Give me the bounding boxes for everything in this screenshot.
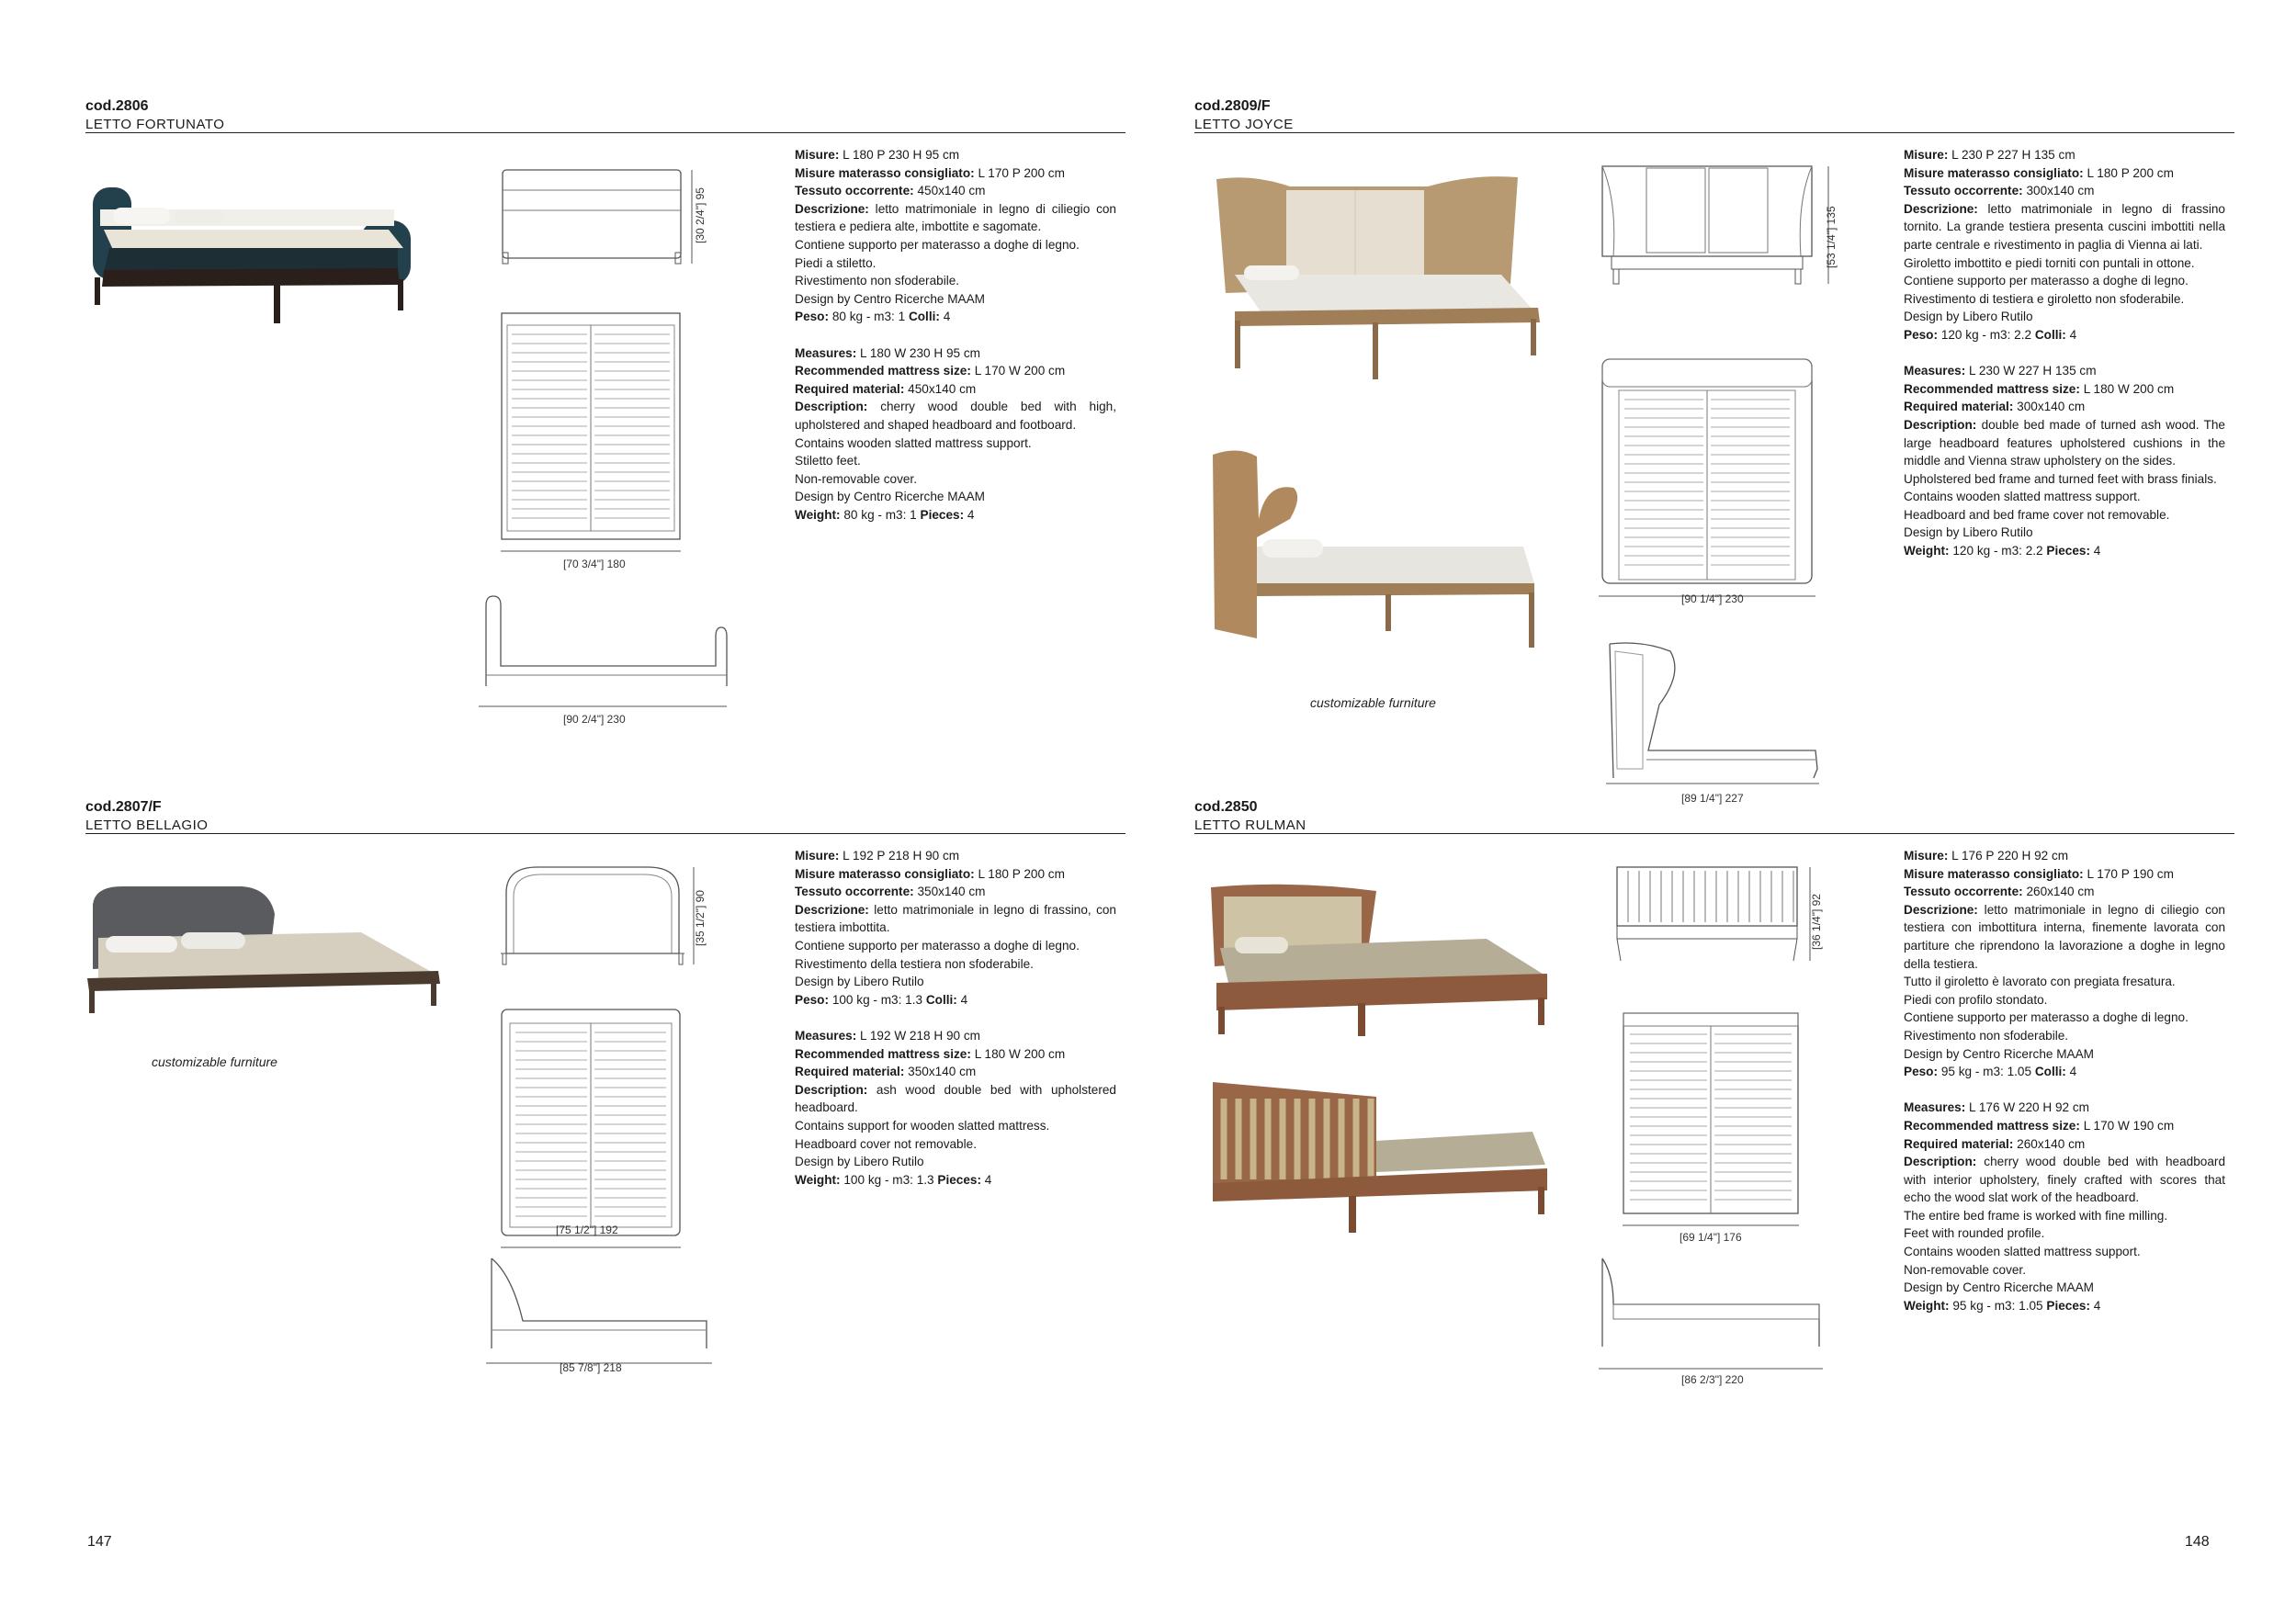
bed-photo-rulman-side (1211, 1077, 1551, 1233)
dimension-depth: [89 1/4"] 227 (1681, 792, 1744, 805)
side-elevation-drawing (486, 1257, 716, 1367)
dimension-width: [75 1/2"] 192 (556, 1224, 618, 1236)
front-elevation-drawing (1615, 865, 1827, 966)
product-code: cod.2806 (85, 98, 149, 114)
product-name: LETTO RULMAN (1194, 818, 1306, 833)
page-number-left: 147 (87, 1534, 112, 1550)
spec-text: Misure: L 230 P 227 H 135 cm Misure materasso consigliato: L 180 P 200 cm Tessuto occorrente: 300x140 cm Descrizione: letto matrimoniale in legno di frassino tornito. La grande testiera presenta cuscini imbottiti nella parte centrale e rivestimento in paglia di Vienna ai lati. Giroletto imbottito e piedi torniti con puntali in ottone. Contiene supporto per materasso a doghe di legno. Rivestimento di testiera e giroletto non sfoderabile. Design by Libero Rutilo Peso: 120 kg - m3: 2.2 Colli: 4 Measures: L 230 W 227 H 135 cm Recommended mattress size: L 180 W 200 cm Required material: 300x140 cm Description: double bed made of turned ash wood. The large headboard features upholstered cushions in the middle and Vienna straw upholstery on the sides. Upholstered bed frame and turned feet with brass finials. Contains wooden slatted mattress support. Headboard and bed frame cover not removable. Design by Libero Rutilo Weight: 120 kg - m3: 2.2 Pieces: 4 (1904, 148, 2225, 558)
side-elevation-drawing (1599, 1257, 1828, 1376)
spec-text: Misure: L 192 P 218 H 90 cm Misure materasso consigliato: L 180 P 200 cm Tessuto occorrente: 350x140 cm Descrizione: letto matrimoniale in legno di frassino, con testiera imbottita. Contiene supporto per materasso a doghe di legno. Rivestimento della testiera non sfoderabile. Design by Libero Rutilo Peso: 100 kg - m3: 1.3 Colli: 4 Measures: L 192 W 218 H 90 cm Recommended mattress size: L 180 W 200 cm Required material: 350x140 cm Description: ash wood double bed with upholstered headboard. Contains support for wooden slatted mattress. Headboard cover not removable. Design by Libero Rutilo Weight: 100 kg - m3: 1.3 Pieces: 4 (795, 849, 1116, 1187)
dimension-height: [30 2/4"] 95 (694, 187, 707, 243)
section-rule (85, 132, 1125, 133)
front-elevation-drawing (1599, 164, 1819, 289)
product-name: LETTO BELLAGIO (85, 818, 209, 833)
product-name: LETTO JOYCE (1194, 117, 1294, 132)
dimension-height: [35 1/2"] 90 (694, 890, 707, 946)
product-code: cod.2809/F (1194, 98, 1271, 114)
dimension-depth: [85 7/8"] 218 (560, 1361, 622, 1374)
page-number-right: 148 (2185, 1534, 2210, 1550)
side-elevation-drawing (1606, 640, 1827, 787)
spec-text: Misure: L 176 P 220 H 92 cm Misure materasso consigliato: L 170 P 190 cm Tessuto occorrente: 260x140 cm Descrizione: letto matrimoniale in legno di ciliegio con testiera con imbottitura interna, finemente lavorata con partiture che riprendono la lavorazione a doghe in legno della testiera. Tutto il giroletto è lavorato con pregiata fresatura. Piedi con profilo stondato. Contiene supporto per materasso a doghe di legno. Rivestimento non sfoderabile. Design by Centro Ricerche MAAM Peso: 95 kg - m3: 1.05 Colli: 4 Measures: L 176 W 220 H 92 cm Recommended mattress size: L 170 W 190 cm Required material: 260x140 cm Description: cherry wood double bed with headboard with interior upholstery, finely crafted with scores that echo the wood slat work of the headboard. The entire bed frame is worked with fine milling. Feet with rounded profile. Contains wooden slatted mattress support. Non-removable cover. Design by Centro Ricerche MAAM Weight: 95 kg - m3: 1.05 Pieces: 4 (1904, 849, 2225, 1313)
plan-view-drawing (501, 312, 684, 551)
dimension-height: [53 1/4"] 135 (1825, 206, 1838, 268)
bed-photo-bellagio (85, 886, 444, 1015)
bed-photo-rulman-front (1211, 884, 1551, 1040)
product-code: cod.2807/F (85, 799, 162, 815)
section-rule (85, 833, 1125, 834)
section-rule (1194, 833, 2234, 834)
product-code: cod.2850 (1194, 799, 1258, 815)
plan-view-drawing (1623, 1012, 1806, 1251)
plan-view-drawing (1599, 357, 1819, 596)
dimension-depth: [90 2/4"] 230 (563, 713, 626, 726)
bed-photo-joyce-front (1198, 174, 1547, 385)
dimension-width: [70 3/4"] 180 (563, 558, 626, 570)
dimension-width: [90 1/4"] 230 (1681, 592, 1744, 605)
bed-photo-joyce-side (1202, 445, 1542, 657)
section-rule (1194, 132, 2234, 133)
spec-text: Misure: L 180 P 230 H 95 cm Misure materasso consigliato: L 170 P 200 cm Tessuto occorrente: 450x140 cm Descrizione: letto matrimoniale in legno di ciliegio con testiera e pediera alte, imbottite e sagomate. Contiene supporto per materasso a doghe di legno. Piedi a stiletto. Rivestimento non sfoderabile. Design by Centro Ricerche MAAM Peso: 80 kg - m3: 1 Colli: 4 Measures: L 180 W 230 H 95 cm Recommended mattress size: L 170 W 200 cm Required material: 450x140 cm Description: cherry wood double bed with high, upholstered and shaped headboard and footboard. Contains wooden slatted mattress support. Stiletto feet. Non-removable cover. Design by Centro Ricerche MAAM Weight: 80 kg - m3: 1 Pieces: 4 (795, 148, 1117, 522)
front-elevation-drawing (501, 865, 703, 966)
dimension-depth: [86 2/3"] 220 (1681, 1373, 1744, 1386)
dimension-height: [36 1/4"] 92 (1810, 894, 1823, 950)
customizable-caption: customizable furniture (152, 1054, 277, 1069)
product-name: LETTO FORTUNATO (85, 117, 225, 132)
customizable-caption: customizable furniture (1310, 695, 1436, 710)
dimension-width: [69 1/4"] 176 (1680, 1231, 1742, 1244)
side-elevation-drawing (479, 594, 727, 709)
plan-view-drawing (501, 1009, 684, 1247)
front-elevation-drawing (501, 164, 694, 265)
bed-photo-fortunato (85, 176, 416, 328)
